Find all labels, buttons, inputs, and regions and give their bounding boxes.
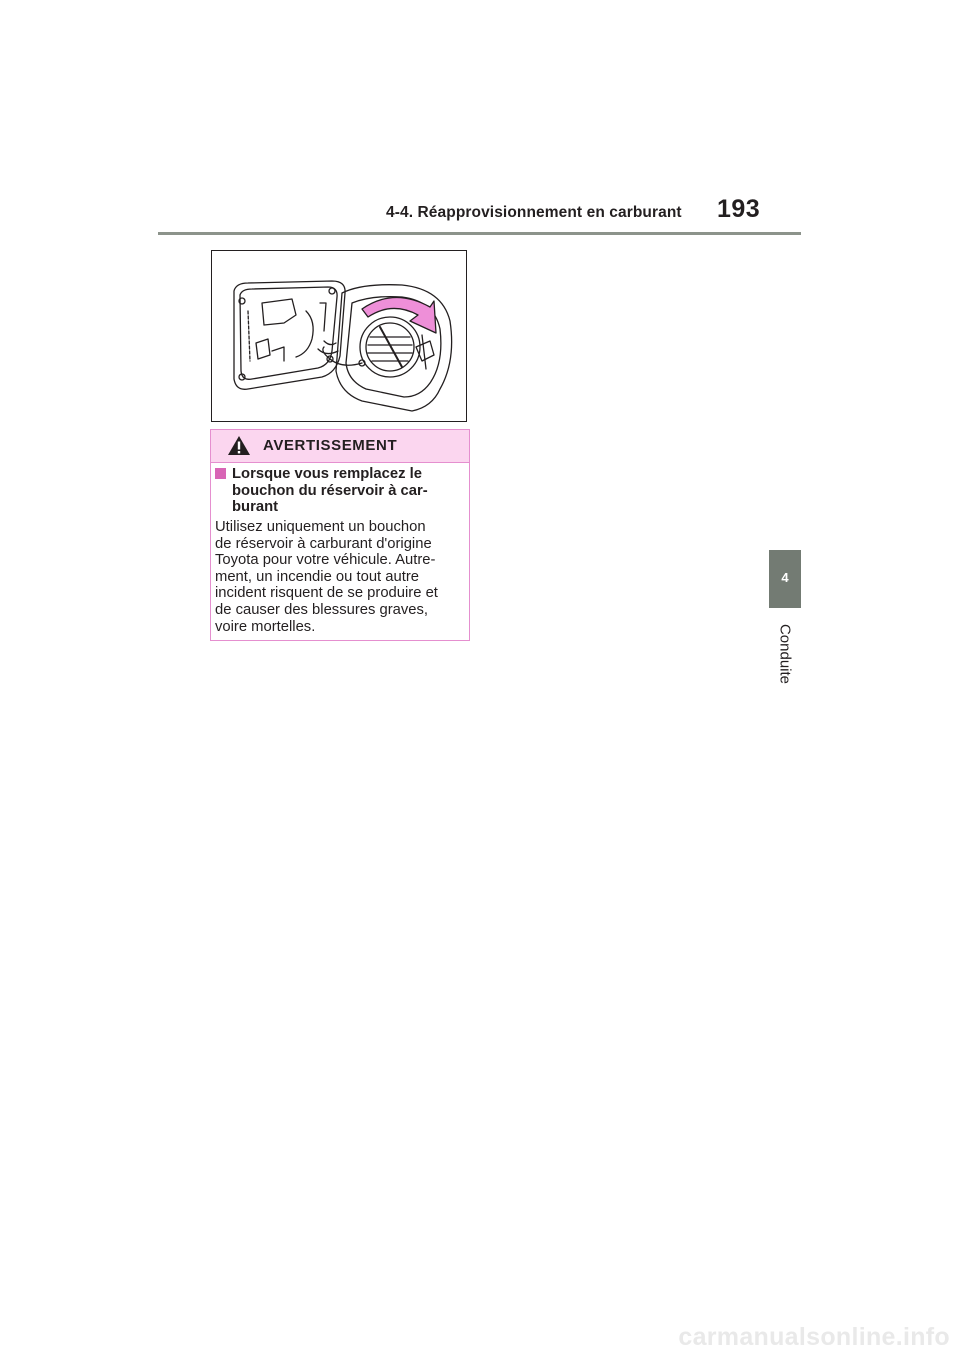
- warning-title: AVERTISSEMENT: [263, 437, 398, 454]
- warning-box: [210, 429, 470, 641]
- body-line: de réservoir à carburant d'origine: [215, 535, 432, 552]
- body-line: voire mortelles.: [215, 618, 316, 635]
- chapter-tab: [769, 550, 801, 608]
- section-title: 4-4. Réapprovisionnement en carburant: [386, 204, 682, 221]
- warning-triangle-icon: [227, 435, 251, 456]
- page-number: 193: [717, 195, 761, 223]
- chapter-number: 4: [781, 570, 789, 585]
- warning-body: [215, 519, 469, 635]
- subhead-line: Lorsque vous remplacez le: [232, 466, 422, 482]
- body-line: de causer des blessures graves,: [215, 601, 429, 618]
- body-line: Utilisez uniquement un bouchon: [215, 519, 426, 535]
- fuel-cap-figure: [211, 250, 467, 422]
- subhead-line: burant: [232, 499, 279, 515]
- warning-header: [211, 430, 469, 463]
- square-bullet-icon: [215, 468, 226, 479]
- subhead-line: bouchon du réservoir à car-: [232, 482, 428, 499]
- body-line: Toyota pour votre véhicule. Autre-: [215, 552, 436, 569]
- body-line: ment, un incendie ou tout autre: [215, 568, 420, 585]
- body-line: incident risquent de se produire et: [215, 585, 438, 602]
- header-divider: [158, 232, 801, 235]
- fuel-cap-illustration-icon: [212, 251, 466, 421]
- watermark: carmanualsonline.info: [678, 1323, 950, 1351]
- warning-subhead-text: [232, 466, 462, 516]
- chapter-label: Conduite: [776, 623, 794, 685]
